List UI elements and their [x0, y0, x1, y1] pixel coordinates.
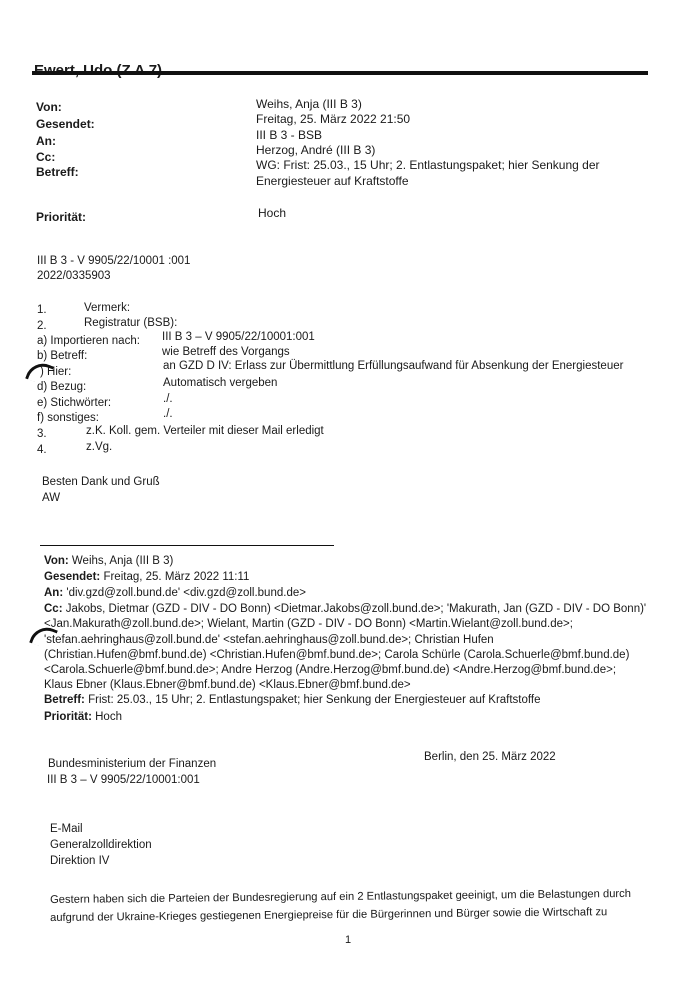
forwarded-cc-label: Cc:	[44, 603, 63, 615]
subject-value-line1: WG: Frist: 25.03., 15 Uhr; 2. Entlastungspaket; hier Senkung der	[256, 158, 600, 172]
forwarded-priority-value: Hoch	[95, 711, 122, 723]
letter-body-line: Gestern haben sich die Parteien der Bundesregierung auf ein 2 Entlastungspaket geeinigt, um die Belastungen durch	[50, 887, 632, 906]
registry-item-label: ) Hier:	[40, 366, 72, 378]
registry-item-label: a) Importieren nach:	[37, 335, 140, 347]
header-divider	[32, 71, 648, 75]
to-value: III B 3 - BSB	[256, 128, 323, 142]
forwarded-cc-line: Klaus Ebner (Klaus.Ebner@bmf.bund.de) <Klaus.Ebner@bmf.bund.de>	[44, 679, 411, 691]
forwarded-priority-label: Priorität:	[44, 711, 92, 723]
forwarded-to-label: An:	[44, 587, 64, 599]
registry-item-number: 3.	[37, 428, 47, 440]
forwarded-cc-line: (Christian.Hufen@bmf.bund.de) <Christian.Hufen@bmf.bund.de>; Carola Schürle (Carola.Schuerle@bmf.bund.de)	[44, 649, 630, 661]
to-label: An:	[36, 134, 56, 148]
forwarded-sent-label: Gesendet:	[44, 571, 101, 583]
registry-item-number: 1.	[37, 304, 47, 316]
forwarded-cc-value: Jakobs, Dietmar (GZD - DIV - DO Bonn) <Dietmar.Jakobs@zoll.bund.de>; 'Makurath, Jan (GZD - DIV - DO Bonn)'	[65, 603, 647, 615]
registry-item-label: e) Stichwörter:	[37, 397, 112, 409]
recipient-line: Generalzolldirektion	[50, 839, 152, 851]
registry-item-label: Registratur (BSB):	[84, 317, 178, 329]
forwarded-to-line	[44, 587, 306, 599]
forwarded-sent-value: Freitag, 25. März 2022 11:11	[103, 571, 250, 583]
forwarded-cc-line	[44, 603, 646, 615]
sent-value: Freitag, 25. März 2022 21:50	[256, 112, 411, 126]
registry-item-number: 4.	[37, 444, 47, 456]
registry-item-label: b) Betreff:	[37, 350, 88, 362]
registry-item-value: an GZD D IV: Erlass zur Übermittlung Erfüllungsaufwand für Absenkung der Energiesteuer	[163, 360, 624, 372]
from-label: Von:	[36, 100, 62, 114]
registry-item-value: ./.	[163, 408, 173, 420]
forwarded-from-label: Von:	[44, 555, 69, 567]
forwarded-subject-value: Frist: 25.03., 15 Uhr; 2. Entlastungspaket; hier Senkung der Energiesteuer auf Kraftstoffe	[88, 694, 541, 706]
place-and-date: Berlin, den 25. März 2022	[424, 751, 556, 763]
registry-item-value: Automatisch vergeben	[163, 377, 278, 389]
page-number: 1	[345, 934, 352, 946]
forward-separator	[40, 545, 334, 546]
forwarded-from-value: Weihs, Anja (III B 3)	[71, 555, 174, 567]
registry-item-label: f) sonstiges:	[37, 412, 99, 424]
closing-initials: AW	[42, 492, 61, 504]
letter-body-line: aufgrund der Ukraine-Krieges gestiegenen Energiepreise für die Bürgerinnen und Bürger sowie die Wirtschaft zu	[50, 906, 608, 924]
document-number: 2022/0335903	[37, 270, 111, 282]
closing-greeting: Besten Dank und Gruß	[42, 476, 160, 488]
registry-item-label: d) Bezug:	[37, 381, 87, 393]
from-value: Weihs, Anja (III B 3)	[256, 97, 362, 111]
registry-item-value: z.K. Koll. gem. Verteiler mit dieser Mail erledigt	[86, 425, 324, 437]
forwarded-priority-line	[44, 711, 122, 723]
cc-value: Herzog, André (III B 3)	[256, 143, 376, 157]
registry-item-value: ./.	[163, 393, 173, 405]
forwarded-subject-label: Betreff:	[44, 694, 85, 706]
subject-value-line2: Energiesteuer auf Kraftstoffe	[256, 174, 409, 188]
registry-item-value: z.Vg.	[86, 441, 113, 453]
forwarded-to-value: 'div.gzd@zoll.bund.de' <div.gzd@zoll.bund.de>	[66, 587, 306, 599]
registry-item-number: 2.	[37, 320, 47, 332]
subject-label: Betreff:	[36, 165, 79, 179]
ministry-name: Bundesministerium der Finanzen	[48, 758, 217, 770]
registry-item-value: wie Betreff des Vorgangs	[162, 346, 290, 358]
recipient-line: Direktion IV	[50, 855, 110, 867]
priority-value: Hoch	[258, 206, 287, 220]
forwarded-cc-line: <Carola.Schuerle@bmf.bund.de>; Andre Herzog (Andre.Herzog@bmf.bund.de) <Andre.Herzog@bmf.bund.de>;	[44, 664, 617, 676]
forwarded-cc-line: <Jan.Makurath@zoll.bund.de>; Wielant, Martin (GZD - DIV - DO Bonn) <Martin.Wielant@zoll.bund.de>;	[44, 618, 573, 630]
letter-reference: III B 3 – V 9905/22/10001:001	[47, 774, 200, 786]
file-reference: III B 3 - V 9905/22/10001 :001	[37, 255, 191, 267]
forwarded-cc-line: 'stefan.aehringhaus@zoll.bund.de' <stefan.aehringhaus@zoll.bund.de>; Christian Hufen	[44, 634, 494, 646]
registry-item-label: Vermerk:	[84, 302, 131, 314]
forwarded-sent-line	[44, 571, 249, 583]
forwarded-subject-line	[44, 694, 540, 706]
cc-label: Cc:	[36, 150, 56, 164]
registry-item-value: III B 3 – V 9905/22/10001:001	[162, 331, 315, 343]
sent-label: Gesendet:	[36, 117, 95, 131]
recipient-line: E-Mail	[50, 823, 83, 835]
forwarded-from-line	[44, 555, 173, 567]
priority-label: Priorität:	[36, 210, 87, 224]
